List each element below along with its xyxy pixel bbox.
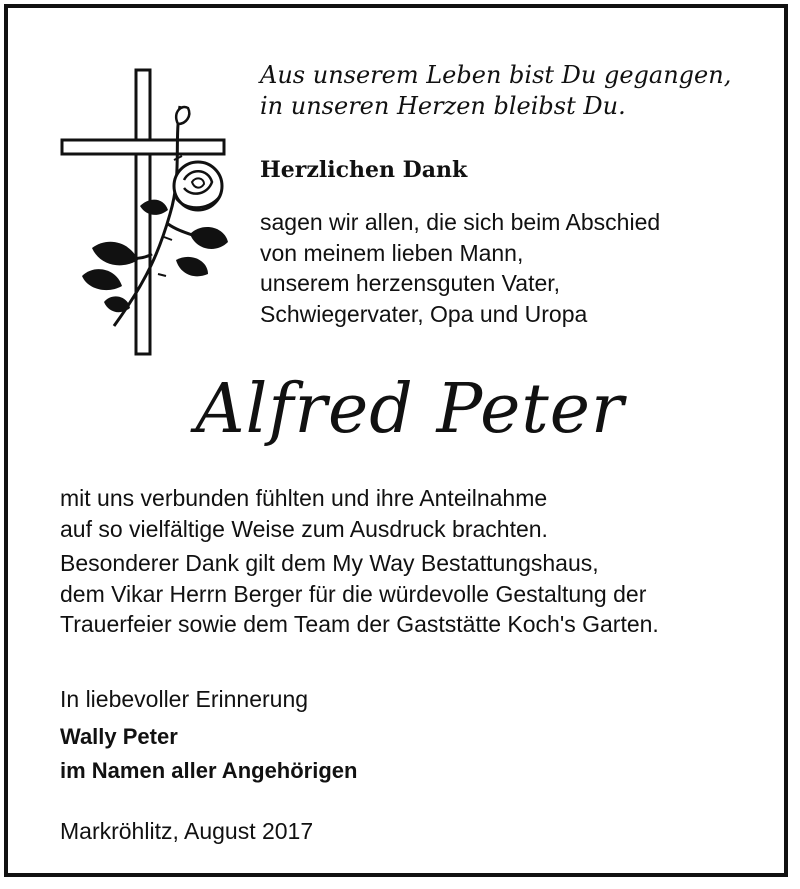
verse-line-1: Aus unserem Leben bist Du gegangen, xyxy=(260,61,732,89)
cross-with-rose-icon xyxy=(52,64,232,364)
deceased-name: Alfred Peter xyxy=(195,370,625,449)
verse-line-2: in unseren Herzen bleibst Du. xyxy=(260,92,626,120)
signer-on-behalf: im Namen aller Angehörigen xyxy=(60,758,358,783)
intro-line: unserem herzensguten Vater, xyxy=(260,270,561,296)
intro-line: von meinem lieben Mann, xyxy=(260,239,524,266)
body-line: dem Vikar Herrn Berger für die würdevolle Gestaltung der xyxy=(60,580,647,607)
thanks-heading: Herzlichen Dank xyxy=(260,157,468,183)
body-line: mit uns verbunden fühlten und ihre Anteilnahme xyxy=(60,485,548,511)
body-line: Trauerfeier sowie dem Team der Gaststätte Koch's Garten. xyxy=(60,611,659,637)
body-paragraph xyxy=(60,483,659,640)
signer-block xyxy=(60,720,357,788)
intro-line: Schwiegervater, Opa und Uropa xyxy=(260,300,588,327)
obituary-card xyxy=(4,4,788,877)
memorial-verse xyxy=(260,60,731,122)
intro-paragraph xyxy=(260,207,660,329)
body-line: auf so vielfältige Weise zum Ausdruck brachten. xyxy=(60,515,548,542)
intro-line: sagen wir allen, die sich beim Abschied xyxy=(260,209,661,235)
signer-name: Wally Peter xyxy=(60,724,178,749)
body-line: Besonderer Dank gilt dem My Way Bestattungshaus, xyxy=(60,550,599,576)
closing-phrase: In liebevoller Erinnerung xyxy=(60,686,309,712)
place-and-date: Markröhlitz, August 2017 xyxy=(60,818,314,844)
